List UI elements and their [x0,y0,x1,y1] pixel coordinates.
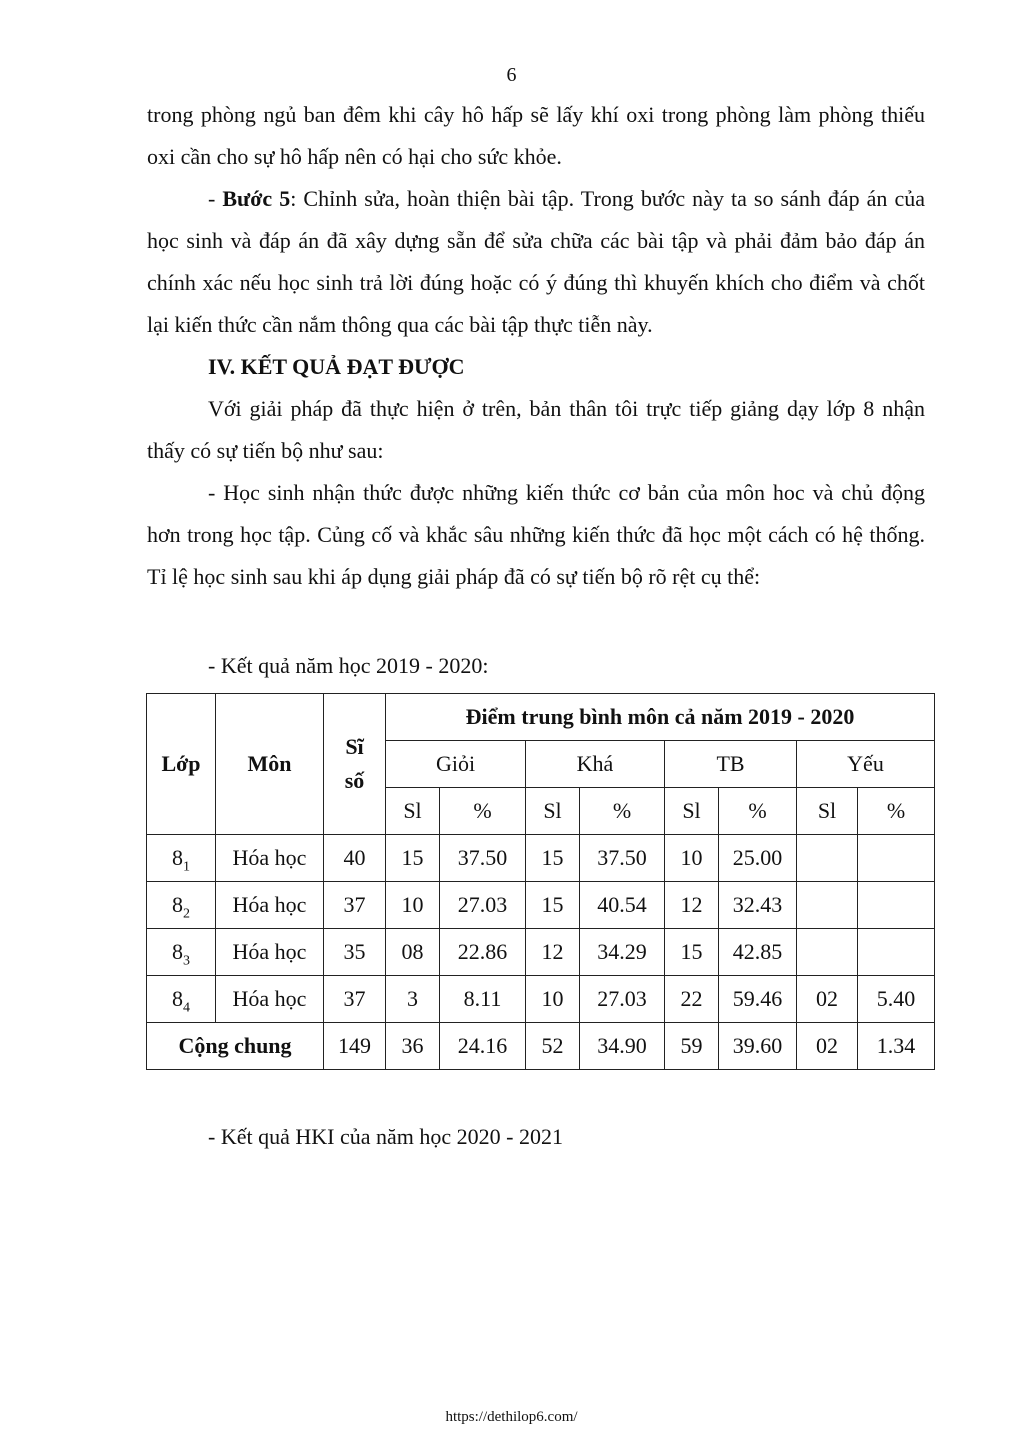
table-total-row [147,1023,935,1070]
cell-value: 5.40 [858,976,935,1023]
results-table [146,693,935,1070]
cell-siso: 37 [324,976,386,1023]
cell-value: 32.43 [719,882,797,929]
cell-value [858,835,935,882]
section-heading: IV. KẾT QUẢ ĐẠT ĐƯỢC [208,354,465,379]
header-level-gioi: Giỏi [386,741,526,788]
paragraph-intro: Với giải pháp đã thực hiện ở trên, bản thân tôi trực tiếp giảng dạy lớp 8 nhận thấy có sự tiến bộ như sau: [147,396,925,463]
cell-value: 15 [526,882,580,929]
table-header-row [147,694,935,741]
cell-siso: 35 [324,929,386,976]
header-mon: Môn [216,694,324,835]
cell-value: 22 [665,976,719,1023]
cell-value: 37.50 [440,835,526,882]
cell-lop: $8_3$ [147,929,216,976]
header-sl: Sl [386,788,440,835]
cell-value: 22.86 [440,929,526,976]
cell-siso: 40 [324,835,386,882]
header-level-tb: TB [665,741,797,788]
total-value: 59 [665,1023,719,1070]
cell-value: 8.11 [440,976,526,1023]
cell-lop: $8_2$ [147,882,216,929]
header-sl: Sl [797,788,858,835]
table-row [147,929,935,976]
header-group-title: Điểm trung bình môn cả năm 2019 - 2020 [386,694,935,741]
total-value: 34.90 [580,1023,665,1070]
table-row [147,882,935,929]
header-pct: % [580,788,665,835]
table-row [147,976,935,1023]
cell-mon: Hóa học [216,929,324,976]
paragraph-step-5 [147,178,925,346]
total-value: 36 [386,1023,440,1070]
header-level-yeu: Yếu [797,741,935,788]
header-pct: % [858,788,935,835]
cell-lop: $8_4$ [147,976,216,1023]
page-number: 6 [506,64,517,86]
cell-value: 10 [665,835,719,882]
total-value: 24.16 [440,1023,526,1070]
cell-siso: 37 [324,882,386,929]
cell-value: 40.54 [580,882,665,929]
cell-lop: $8_1$ [147,835,216,882]
cell-value: 15 [526,835,580,882]
cell-value: 3 [386,976,440,1023]
cell-value: 12 [665,882,719,929]
cell-value [858,929,935,976]
cell-value: 59.46 [719,976,797,1023]
header-lop: Lớp [147,694,216,835]
cell-value: 02 [797,976,858,1023]
cell-mon: Hóa học [216,976,324,1023]
header-sl: Sl [665,788,719,835]
cell-value: 42.85 [719,929,797,976]
header-siso [324,694,386,835]
cell-value: 37.50 [580,835,665,882]
results-2019-label: - Kết quả năm học 2019 - 2020: [208,653,489,678]
body-text [147,94,925,598]
cell-value: 34.29 [580,929,665,976]
total-value: 1.34 [858,1023,935,1070]
table-row [147,835,935,882]
header-sl: Sl [526,788,580,835]
step-prefix: - [208,186,223,211]
header-pct: % [719,788,797,835]
cell-mon: Hóa học [216,835,324,882]
cell-value: 12 [526,929,580,976]
cell-value: 27.03 [440,882,526,929]
total-label: Cộng chung [147,1023,324,1070]
cell-value: 25.00 [719,835,797,882]
total-value: 02 [797,1023,858,1070]
cell-value: 10 [386,882,440,929]
cell-value: 10 [526,976,580,1023]
cell-value: 27.03 [580,976,665,1023]
cell-value [858,882,935,929]
total-value: 39.60 [719,1023,797,1070]
paragraph-progress: - Học sinh nhận thức được những kiến thức cơ bản của môn hoc và chủ động hơn trong học tập. Củng cố và khắc sâu những kiến thức đã học một cách có hệ thống. Tỉ lệ học sinh sau khi áp dụng giải pháp đã có sự tiến bộ rõ rệt cụ thể: [147,480,925,589]
total-siso: 149 [324,1023,386,1070]
results-2020-label: - Kết quả HKI của năm học 2020 - 2021 [208,1124,563,1149]
cell-value [797,929,858,976]
cell-value: 15 [386,835,440,882]
step-label: Bước 5 [222,186,291,211]
footer-url: https://dethilop6.com/ [445,1409,578,1425]
step-text: : Chỉnh sửa, hoàn thiện bài tập. Trong bước này ta so sánh đáp án của học sinh và đáp án đã xây dựng sẵn để sửa chữa các bài tập và phải đảm bảo đáp án chính xác nếu học sinh trả lời đúng hoặc có ý đúng thì khuyến khích cho điểm và chốt lại kiến thức cần nắm thông qua các bài tập thực tiễn này. [147,186,926,337]
cell-mon: Hóa học [216,882,324,929]
cell-value: 08 [386,929,440,976]
cell-value [797,882,858,929]
header-pct: % [440,788,526,835]
paragraph-continuation: trong phòng ngủ ban đêm khi cây hô hấp sẽ lấy khí oxi trong phòng làm phòng thiếu oxi cần cho sự hô hấp nên có hại cho sức khỏe. [147,102,925,169]
header-siso-text: Sĩ số [344,734,365,793]
cell-value [797,835,858,882]
total-value: 52 [526,1023,580,1070]
header-level-kha: Khá [526,741,665,788]
cell-value: 15 [665,929,719,976]
